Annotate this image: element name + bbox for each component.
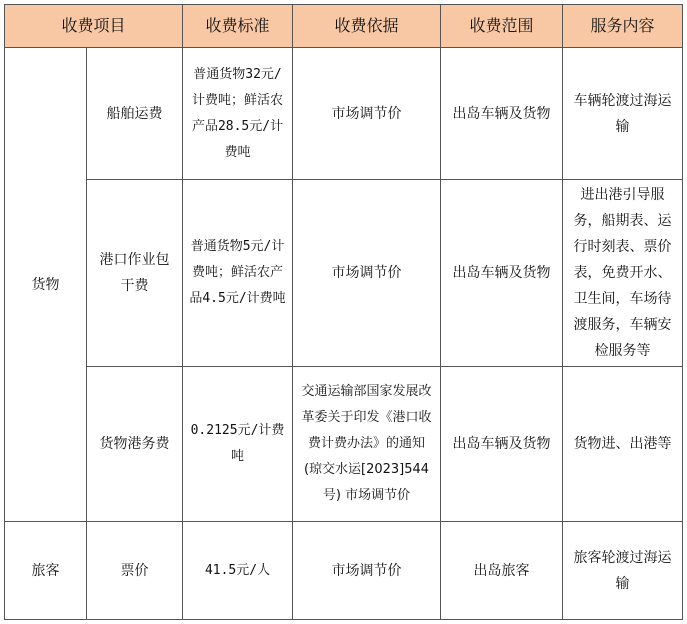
fee-basis-cell: 市场调节价 xyxy=(293,522,441,620)
service-content-cell: 进出港引导服务，船期表、运行时刻表、票价表，免费开水、卫生间，车场待渡服务，车辆安检服务等 xyxy=(563,180,683,367)
header-fee-scope: 收费范围 xyxy=(441,5,563,48)
fee-standard-cell: 0.2125元/计费吨 xyxy=(183,367,293,522)
service-content-cell: 货物进、出港等 xyxy=(563,367,683,522)
fee-standard-cell: 普通货物5元/计费吨；鲜活农产品4.5元/计费吨 xyxy=(183,180,293,367)
fee-scope-cell: 出岛车辆及货物 xyxy=(441,367,563,522)
fee-scope-cell: 出岛车辆及货物 xyxy=(441,48,563,180)
fee-basis-cell: 市场调节价 xyxy=(293,48,441,180)
service-content-cell: 旅客轮渡过海运输 xyxy=(563,522,683,620)
group-label-cargo: 货物 xyxy=(5,48,87,522)
service-content-cell: 车辆轮渡过海运输 xyxy=(563,48,683,180)
header-fee-basis: 收费依据 xyxy=(293,5,441,48)
header-row xyxy=(5,5,683,48)
header-fee-item: 收费项目 xyxy=(5,5,183,48)
fee-basis-cell: 市场调节价 xyxy=(293,180,441,367)
group-label-passenger: 旅客 xyxy=(5,522,87,620)
header-fee-standard: 收费标准 xyxy=(183,5,293,48)
table-row xyxy=(5,522,683,620)
fee-item-cell: 船舶运费 xyxy=(87,48,183,180)
fee-item-cell: 港口作业包干费 xyxy=(87,180,183,367)
fee-table xyxy=(4,4,683,620)
fee-item-cell: 货物港务费 xyxy=(87,367,183,522)
header-service-content: 服务内容 xyxy=(563,5,683,48)
fee-scope-cell: 出岛旅客 xyxy=(441,522,563,620)
fee-scope-cell: 出岛车辆及货物 xyxy=(441,180,563,367)
fee-standard-cell: 41.5元/人 xyxy=(183,522,293,620)
fee-item-cell: 票价 xyxy=(87,522,183,620)
fee-basis-cell: 交通运输部国家发展改革委关于印发《港口收费计费办法》的通知(琼交水运[2023]544号) 市场调节价 xyxy=(293,367,441,522)
table-row xyxy=(5,367,683,522)
table-row xyxy=(5,48,683,180)
table-row xyxy=(5,180,683,367)
fee-standard-cell: 普通货物32元/计费吨；鲜活农产品28.5元/计费吨 xyxy=(183,48,293,180)
